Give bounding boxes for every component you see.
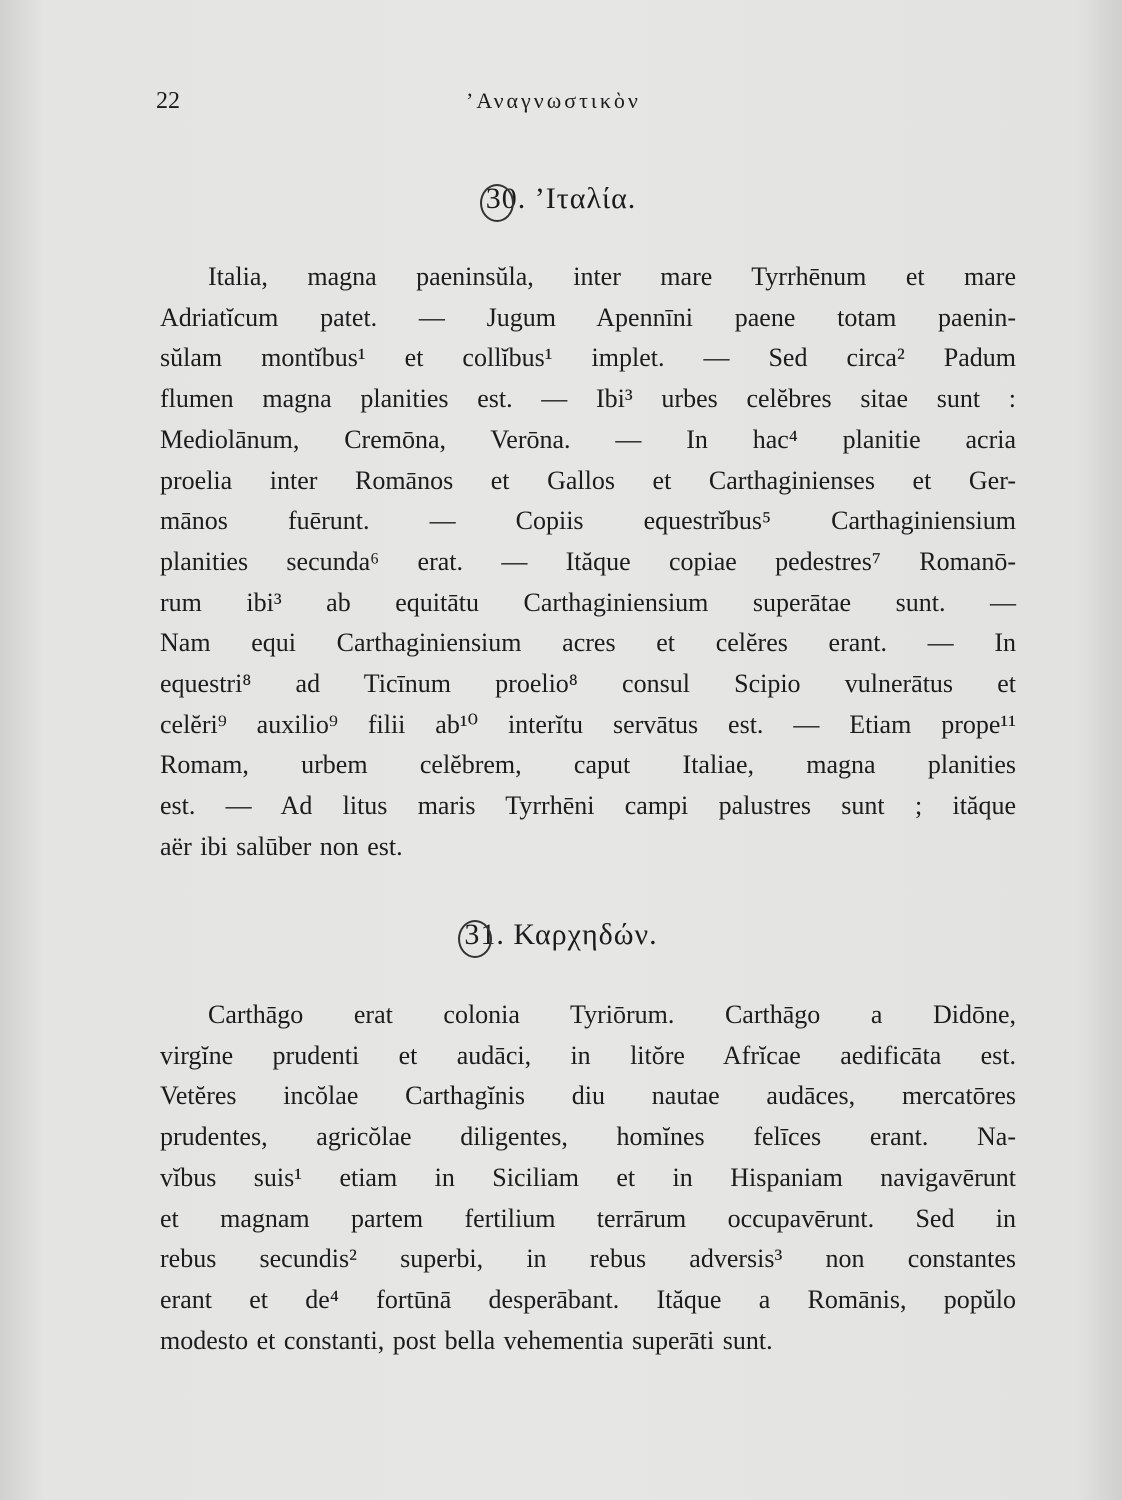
text-line: est. — Ad litus maris Tyrrhēni campi palustres sunt ; ităque	[160, 791, 1016, 821]
circle-mark-icon	[458, 920, 492, 958]
text-line: Adriatĭcum patet. — Jugum Apennīni paene totam paenin-	[160, 302, 1016, 332]
text-line: planities secunda⁶ erat. — Ităque copiae pedestres⁷ Romanō-	[160, 546, 1016, 576]
text-line: erant et de⁴ fortūnā desperābant. Ităque a Romānis, popŭlo	[160, 1284, 1016, 1314]
section-31-text	[160, 995, 1016, 1361]
text-line: Carthāgo erat colonia Tyriōrum. Carthāgo a Didōne,	[208, 1000, 1016, 1029]
text-line: proelia inter Romānos et Gallos et Carthaginienses et Ger-	[160, 465, 1016, 495]
section-31-heading	[0, 918, 1122, 952]
text-line: Italia, magna paeninsŭla, inter mare Tyrrhēnum et mare	[208, 262, 1016, 291]
text-line: Vetĕres incŏlae Carthagĭnis diu nautae audāces, mercatōres	[160, 1081, 1016, 1111]
text-line: Nam equi Carthaginiensium acres et celĕres erant. — In	[160, 628, 1016, 658]
text-line: aër ibi salūber non est.	[160, 831, 403, 861]
text-line: rebus secundis² superbi, in rebus adversis³ non constantes	[160, 1244, 1016, 1274]
text-line: prudentes, agricŏlae diligentes, homĭnes felīces erant. Na-	[160, 1122, 1016, 1152]
section-30-text	[160, 257, 1016, 868]
text-line: mānos fuērunt. — Copiis equestrĭbus⁵ Carthaginiensium	[160, 506, 1016, 536]
section-title: . ’Ιταλία.	[517, 182, 637, 215]
section-number: 30	[485, 182, 518, 215]
section-number-circled	[486, 182, 518, 216]
section-30-heading	[0, 182, 1122, 216]
text-line: Romam, urbem celĕbrem, caput Italiae, magna planities	[160, 750, 1016, 780]
text-line: rum ibi³ ab equitātu Carthaginiensium superātae sunt. —	[160, 587, 1016, 617]
text-line: sŭlam montĭbus¹ et collĭbus¹ implet. — Sed circa² Padum	[160, 343, 1016, 373]
text-line: virgĭne prudenti et audāci, in litŏre Afrĭcae aedificāta est.	[160, 1040, 1016, 1070]
running-title: ’Αναγνωστικὸν	[466, 88, 641, 113]
page-header	[156, 88, 1016, 118]
text-line: equestri⁸ ad Ticīnum proelio⁸ consul Scipio vulnerātus et	[160, 669, 1016, 699]
text-line: et magnam partem fertilium terrārum occupavērunt. Sed in	[160, 1203, 1016, 1233]
text-line: vĭbus suis¹ etiam in Siciliam et in Hispaniam navigavērunt	[160, 1162, 1016, 1192]
text-line: Mediolānum, Cremōna, Verōna. — In hac⁴ planitie acria	[160, 424, 1016, 454]
section-number-circled	[464, 918, 496, 952]
text-line: flumen magna planities est. — Ibi³ urbes celĕbres sitae sunt :	[160, 384, 1016, 414]
section-number: 31	[464, 918, 497, 951]
circle-mark-icon	[480, 184, 514, 222]
text-line: celĕri⁹ auxilio⁹ filii ab¹⁰ interĭtu servātus est. — Etiam prope¹¹	[160, 709, 1016, 739]
page-number: 22	[156, 88, 180, 114]
text-line: modesto et constanti, post bella vehementia superāti sunt.	[160, 1325, 773, 1355]
section-title: . Καρχηδών.	[496, 918, 658, 951]
